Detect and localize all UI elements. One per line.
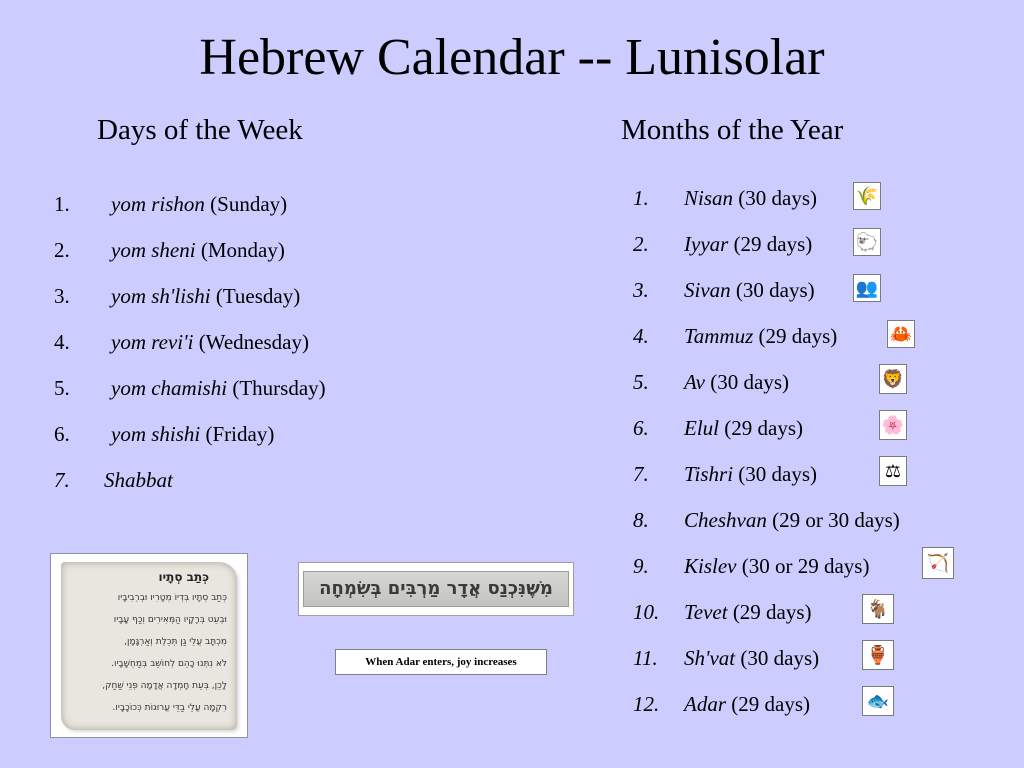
- month-number: 7.: [633, 462, 649, 486]
- day-hebrew-name: Shabbat: [104, 468, 173, 492]
- month-name: Tammuz: [684, 324, 754, 348]
- day-hebrew-name: yom chamishi: [111, 376, 228, 400]
- month-length: (29 days): [732, 600, 812, 624]
- month-number: 8.: [633, 508, 649, 532]
- month-name: Av: [684, 370, 705, 394]
- month-number: 9.: [633, 554, 649, 578]
- month-number: 12.: [633, 692, 660, 716]
- month-number: 4.: [633, 324, 649, 348]
- day-english-name: (Tuesday): [215, 284, 301, 308]
- month-name: Iyyar: [684, 232, 729, 256]
- poem-line: לָכֵן, בְּעֵת חָמְדָה אֲדָמָה פְּנֵי שַׁחַק,: [102, 681, 227, 691]
- parchment: [61, 562, 237, 730]
- month-length: (29 days): [758, 324, 838, 348]
- day-hebrew-name: yom revi'i: [111, 330, 194, 354]
- tevet-clipart-icon: 🐐: [862, 594, 894, 624]
- month-name: Sh'vat: [684, 646, 736, 670]
- months-of-year-heading: Months of the Year: [621, 114, 844, 146]
- month-name: Tishri: [684, 462, 734, 486]
- day-item: [54, 422, 414, 468]
- month-length: (29 or 30 days): [772, 508, 900, 532]
- day-hebrew-name: yom sh'lishi: [111, 284, 211, 308]
- month-item: [633, 232, 993, 278]
- av-clipart-icon: 🦁: [879, 364, 907, 394]
- month-item: [633, 324, 993, 370]
- month-length: (30 or 29 days): [741, 554, 870, 578]
- iyyar-clipart-icon: 🐑: [853, 228, 881, 256]
- month-item: [633, 186, 993, 232]
- month-name: Elul: [684, 416, 719, 440]
- month-length: (30 days): [738, 462, 818, 486]
- month-length: (29 days): [731, 692, 810, 716]
- day-item: [54, 376, 414, 422]
- month-length: (30 days): [735, 278, 815, 302]
- day-english-name: (Monday): [200, 238, 285, 262]
- day-number: 3.: [54, 284, 70, 308]
- months-of-year-list: [633, 186, 993, 738]
- day-number: 7.: [54, 468, 70, 492]
- poem-line: וּבְעֵט בְּרָקָיו הַמְּאִירִים וְכַף עָבָיו: [113, 615, 227, 625]
- month-length: (29 days): [724, 416, 803, 440]
- month-number: 5.: [633, 370, 649, 394]
- day-item: [54, 330, 414, 376]
- days-of-week-list: [54, 192, 414, 514]
- month-length: (30 days): [738, 186, 817, 210]
- day-hebrew-name: yom rishon: [111, 192, 205, 216]
- day-hebrew-name: yom shishi: [111, 422, 201, 446]
- month-item: [633, 692, 993, 738]
- day-number: 5.: [54, 376, 70, 400]
- day-number: 2.: [54, 238, 70, 262]
- month-number: 2.: [633, 232, 649, 256]
- slide-title: Hebrew Calendar -- Lunisolar: [199, 29, 825, 86]
- month-name: Sivan: [684, 278, 731, 302]
- nisan-clipart-icon: 🌾: [853, 182, 881, 210]
- day-english-name: (Wednesday): [198, 330, 309, 354]
- shvat-clipart-icon: 🏺: [862, 640, 894, 670]
- day-item: [54, 468, 414, 514]
- month-number: 6.: [633, 416, 649, 440]
- month-number: 3.: [633, 278, 649, 302]
- day-item: [54, 284, 414, 330]
- days-of-week-heading: Days of the Week: [97, 114, 303, 146]
- month-number: 1.: [633, 186, 649, 210]
- day-english-name: (Sunday): [210, 192, 288, 216]
- day-item: [54, 192, 414, 238]
- month-item: [633, 416, 993, 462]
- month-name: Tevet: [684, 600, 728, 624]
- hebrew-poem-scroll-image: [50, 553, 248, 738]
- tishri-clipart-icon: ⚖: [879, 456, 907, 486]
- month-item: [633, 278, 993, 324]
- month-length: (30 days): [740, 646, 820, 670]
- month-length: (29 days): [733, 232, 813, 256]
- poem-line: כְּתַב סְתָיו בְּדְיוֹ מְטָרִיו וּבְרְבִיבָיו: [117, 593, 227, 603]
- sivan-clipart-icon: 👥: [853, 274, 881, 302]
- day-number: 6.: [54, 422, 70, 446]
- month-item: [633, 370, 993, 416]
- hebrew-saying-text: מִשֶּׁנִּכְנַס אֲדָר מַרְבִּים בְּשִׂמְחָה: [303, 571, 569, 607]
- month-name: Cheshvan: [684, 508, 767, 532]
- month-item: [633, 554, 993, 600]
- month-item: [633, 462, 993, 508]
- kislev-clipart-icon: 🏹: [922, 547, 954, 579]
- saying-caption: When Adar enters, joy increases: [335, 649, 547, 675]
- day-item: [54, 238, 414, 284]
- poem-heading: כְּתַב סְתָיו: [158, 570, 209, 584]
- day-english-name: (Friday): [205, 422, 275, 446]
- month-number: 11.: [633, 646, 658, 670]
- day-number: 4.: [54, 330, 70, 354]
- month-item: [633, 600, 993, 646]
- month-item: [633, 646, 993, 692]
- elul-clipart-icon: 🌸: [879, 410, 907, 440]
- month-number: 10.: [633, 600, 660, 624]
- day-english-name: (Thursday): [232, 376, 326, 400]
- adar-saying-image: [298, 562, 574, 616]
- day-hebrew-name: yom sheni: [111, 238, 196, 262]
- adar-clipart-icon: 🐟: [862, 686, 894, 716]
- poem-line: רִקְמָה עֲלֵי בַדֵּי עֲרוּגוֹת כְּכוֹכָבָיו.: [112, 703, 227, 713]
- month-name: Adar: [684, 692, 726, 716]
- month-name: Kislev: [684, 554, 737, 578]
- day-number: 1.: [54, 192, 70, 216]
- month-length: (30 days): [710, 370, 789, 394]
- poem-line: מִכְתָּב עֲלֵי גַן תְּכֵלֶת וְאַרְגָּמָן,: [124, 637, 227, 647]
- month-name: Nisan: [684, 186, 734, 210]
- tammuz-clipart-icon: 🦀: [887, 320, 915, 348]
- poem-line: לֹא נִתְּנוּ כָהֵם לְחוֹשֵׁב בְּמַחְשָׁבָיו.: [111, 659, 227, 669]
